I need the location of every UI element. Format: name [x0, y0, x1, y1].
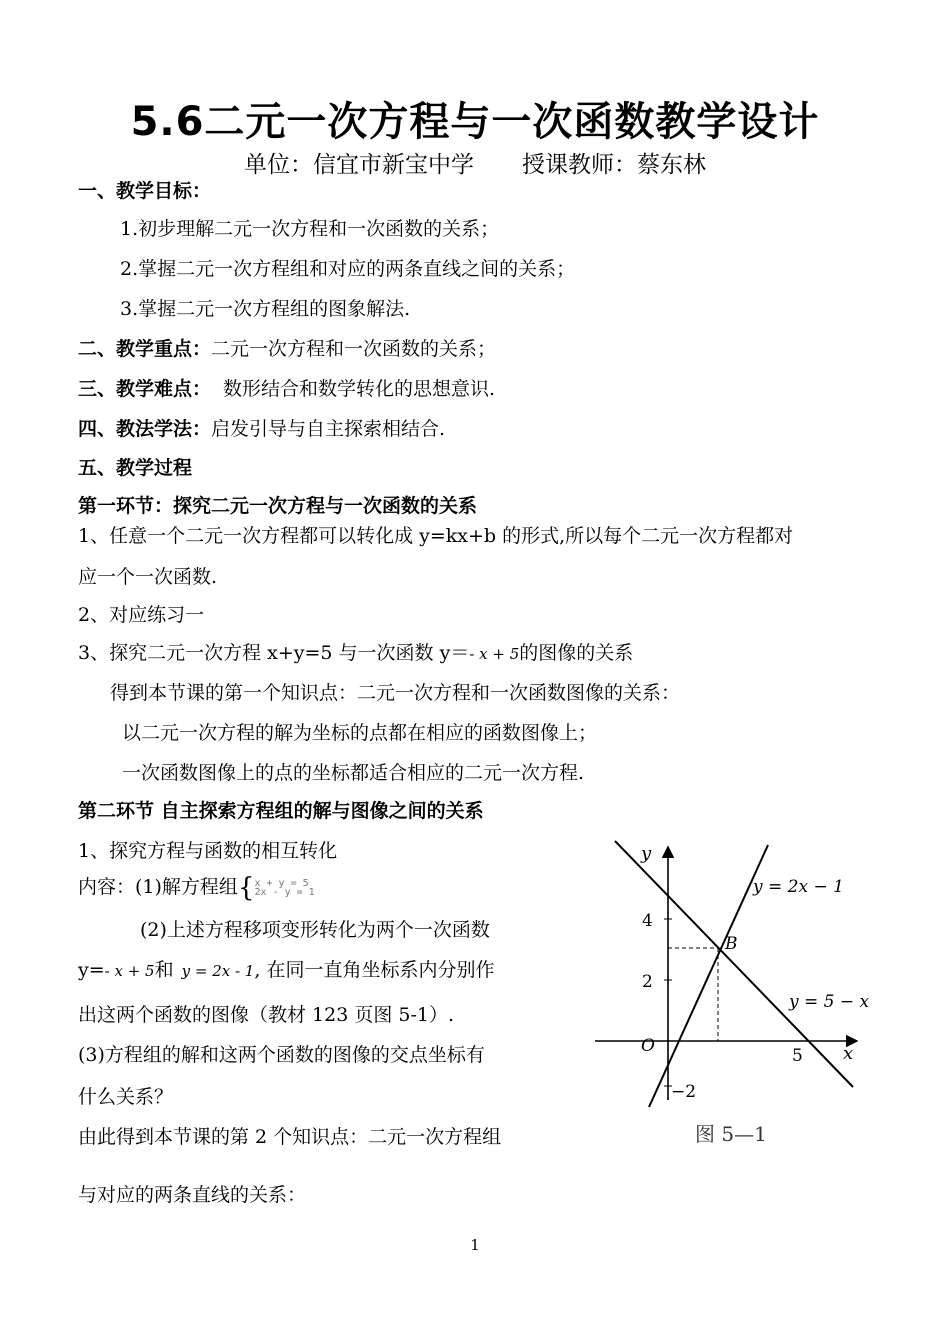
part2-p4-formula1: - x + 5	[104, 962, 155, 980]
line-y-2x-minus-1	[649, 845, 768, 1107]
section4-text: 启发引导与自主探索相结合.	[211, 418, 446, 440]
brace-symbol: {	[237, 873, 255, 903]
part1-p5: 以二元一次方程的解为坐标的点都在相应的函数图像上；	[122, 722, 598, 744]
section2-text: 二元一次方程和一次函数的关系；	[211, 338, 497, 360]
figure-graph	[585, 835, 875, 1155]
part2-p4-text-c: , 在同一直角坐标系内分别作	[254, 959, 495, 981]
part2-p8: 由此得到本节课的第 2 个知识点：二元一次方程组	[78, 1126, 502, 1148]
section3	[78, 374, 495, 401]
equation-2: 2x - y = 1	[254, 887, 315, 898]
teacher-label: 授课教师：蔡东林	[522, 152, 706, 178]
page-title: 5.6二元一次方程与一次函数教学设计	[130, 99, 820, 145]
part2-p2-text: 内容：(1)解方程组	[78, 876, 238, 898]
part1-p4: 得到本节课的第一个知识点：二元一次方程和一次函数图像的关系：	[110, 682, 681, 704]
line1-label: y = 2x − 1	[753, 877, 844, 897]
tick-yneg2: −2	[671, 1082, 697, 1102]
section5-heading: 五、教学过程	[78, 457, 193, 479]
axis-y-label: y	[641, 843, 652, 864]
section1-heading: 一、教学目标：	[78, 180, 212, 202]
part1-p3-formula: - x + 5	[469, 645, 520, 663]
objective-3: 3.掌握二元一次方程组的图象解法.	[120, 298, 411, 320]
unit-label: 单位：信宜市新宝中学	[244, 152, 474, 178]
part1-p3	[78, 638, 633, 665]
part2-p1: 1、探究方程与函数的相互转化	[78, 840, 338, 862]
part2-p4	[78, 955, 494, 982]
objective-2: 2.掌握二元一次方程组和对应的两条直线之间的关系；	[120, 258, 576, 280]
part2-p4-text-a: y=	[78, 959, 105, 981]
part2-p4-text-b: 和	[154, 959, 174, 981]
part2-p5: 出这两个函数的图像（教材 123 页图 5-1）.	[78, 1004, 455, 1026]
section2	[78, 334, 496, 361]
line2-label: y = 5 − x	[789, 992, 870, 1012]
section3-text: 数形结合和数学转化的思想意识.	[223, 378, 496, 400]
figure-caption: 图 5—1	[695, 1122, 767, 1146]
part1-p3-text-b: 的图像的关系	[519, 642, 634, 664]
part2-p4-formula2: y = 2x - 1	[181, 962, 255, 980]
part1-p6: 一次函数图像上的点的坐标都适合相应的二元一次方程.	[122, 762, 585, 784]
point-b-label: B	[725, 934, 738, 954]
section2-heading: 二、教学重点：	[78, 338, 212, 360]
part1-heading: 第一环节：探究二元一次方程与一次函数的关系	[78, 495, 478, 517]
part2-heading: 第二环节 自主探索方程组的解与图像之间的关系	[78, 800, 484, 822]
equation-system	[254, 879, 314, 897]
subtitle	[0, 146, 950, 179]
equation-1: x + y = 5	[254, 878, 309, 889]
part1-p3-text-a: 3、探究二元一次方程 x+y=5 与一次函数 y＝	[78, 642, 470, 664]
part2-p6: (3)方程组的解和这两个函数的图像的交点坐标有	[78, 1044, 485, 1066]
part2-p9: 与对应的两条直线的关系：	[78, 1184, 307, 1206]
part2-p2	[78, 872, 315, 903]
part2-p7: 什么关系？	[78, 1086, 174, 1108]
section4-heading: 四、教法学法：	[78, 418, 212, 440]
section3-heading: 三、教学难点：	[78, 378, 212, 400]
page-number: 1	[470, 1236, 480, 1254]
part2-p3: (2)上述方程移项变形转化为两个一次函数	[140, 919, 490, 941]
origin-label: O	[641, 1036, 655, 1056]
tick-x5: 5	[792, 1046, 803, 1066]
section4	[78, 414, 445, 441]
tick-y2: 2	[642, 972, 653, 992]
axis-x-label: x	[843, 1043, 854, 1064]
objective-1: 1.初步理解二元一次方程和一次函数的关系；	[120, 218, 500, 240]
part1-p2: 2、对应练习一	[78, 604, 205, 626]
part1-p1-line2: 应一个一次函数.	[78, 566, 218, 588]
tick-y4: 4	[642, 911, 653, 931]
part1-p1-line1: 1、任意一个二元一次方程都可以转化成 y=kx+b 的形式,所以每个二元一次方程都对	[78, 525, 794, 547]
